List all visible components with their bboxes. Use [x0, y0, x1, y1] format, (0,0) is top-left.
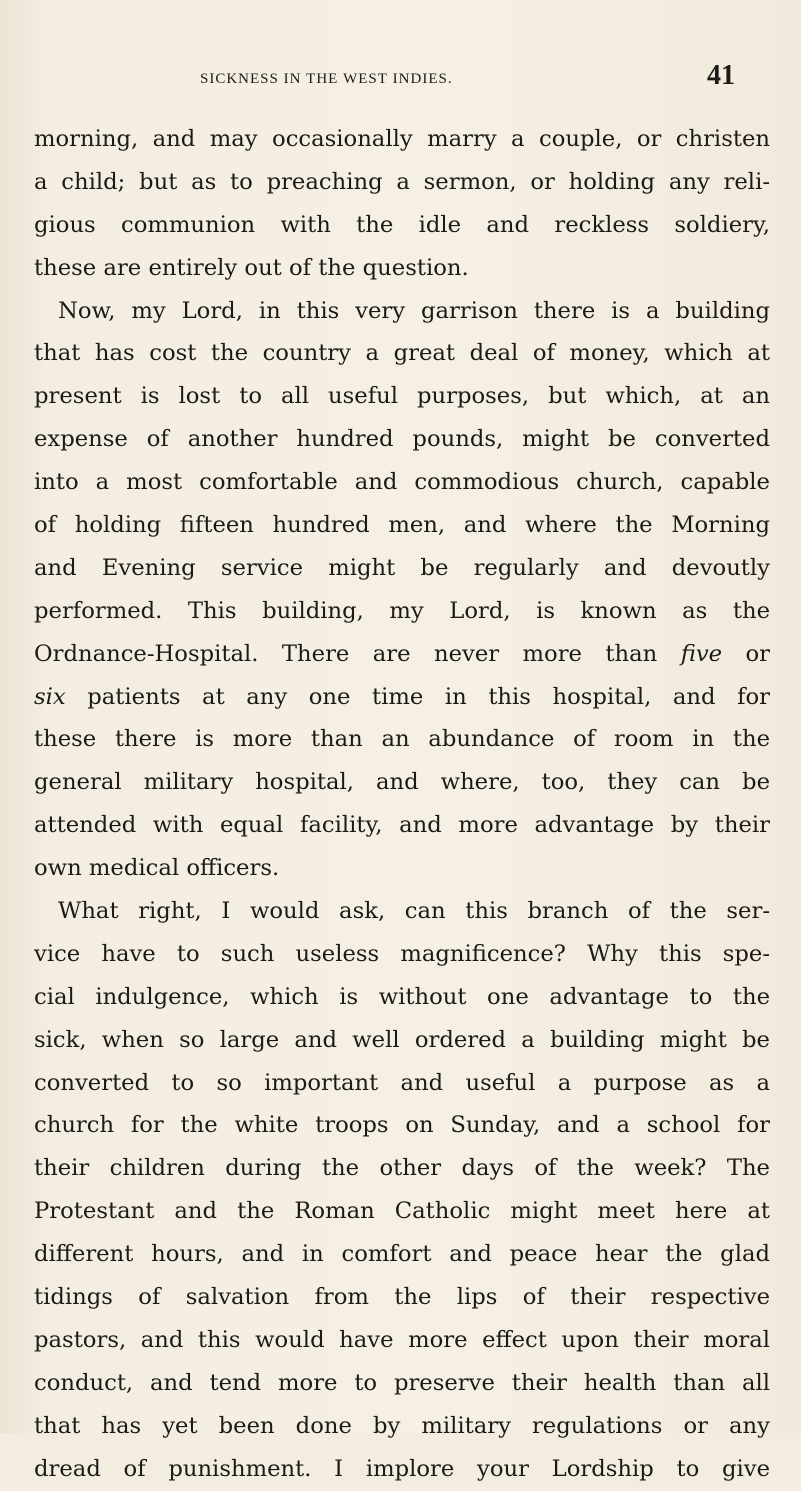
body-text — [34, 118, 770, 1491]
text-segment: or — [722, 640, 770, 667]
text-line: morning, and may occasionally marry a couple, or christen — [34, 126, 770, 152]
page-number: 41 — [707, 60, 735, 91]
text-line: that has yet been done by military regulations or any — [34, 1412, 770, 1439]
text-line: different hours, and in comfort and peace hear the glad — [34, 1241, 770, 1268]
text-line: gious communion with the idle and reckless soldiery, — [34, 211, 770, 238]
text-line: performed. This building, my Lord, is known as the — [34, 597, 770, 624]
text-line: these are entirely out of the question. — [34, 254, 469, 281]
text-line: cial indulgence, which is without one advantage to the — [34, 983, 770, 1010]
text-line: dread of punishment. I implore your Lordship to give — [34, 1455, 770, 1482]
text-line: converted to so important and useful a purpose as a — [34, 1069, 770, 1096]
text-line: attended with equal facility, and more advantage by their — [34, 812, 770, 839]
text-line: that has cost the country a great deal of money, which at — [34, 340, 770, 367]
text-line-with-italic — [34, 676, 770, 719]
text-segment: Ordnance-Hospital. There are never more than — [34, 640, 681, 667]
text-line: sick, when so large and well ordered a building might be — [34, 1026, 770, 1053]
italic-word: six — [34, 683, 66, 710]
text-line-with-italic — [34, 633, 770, 676]
text-line: their children during the other days of the week? The — [34, 1155, 770, 1182]
text-line: tidings of salvation from the lips of their respective — [34, 1284, 770, 1311]
text-segment: patients at any one time in this hospital, and for — [65, 683, 770, 710]
page-header — [0, 60, 801, 100]
paragraph-start-line: Now, my Lord, in this very garrison there is a building — [58, 297, 770, 324]
text-line: general military hospital, and where, too, they can be — [34, 769, 770, 796]
text-line: these there is more than an abundance of room in the — [34, 726, 770, 753]
text-line: of holding fifteen hundred men, and where the Morning — [34, 512, 770, 539]
text-line: church for the white troops on Sunday, and a school for — [34, 1112, 770, 1139]
text-line: a child; but as to preaching a sermon, or holding any reli- — [34, 168, 770, 195]
running-head: sickness in the west indies. — [200, 64, 453, 88]
text-line: own medical officers. — [34, 855, 280, 882]
text-line: present is lost to all useful purposes, but which, at an — [34, 383, 770, 410]
paragraph-start-line: What right, I would ask, can this branch of the ser- — [58, 898, 770, 925]
text-line: expense of another hundred pounds, might be converted — [34, 426, 770, 453]
text-line: into a most comfortable and commodious church, capable — [34, 469, 770, 496]
text-line: conduct, and tend more to preserve their health than all — [34, 1369, 770, 1396]
text-line: Protestant and the Roman Catholic might meet here at — [34, 1198, 770, 1225]
text-line: pastors, and this would have more effect upon their moral — [34, 1326, 770, 1353]
text-line: and Evening service might be regularly and devoutly — [34, 554, 770, 581]
italic-word: five — [680, 640, 723, 667]
text-line: vice have to such useless magnificence? Why this spe- — [34, 940, 770, 967]
